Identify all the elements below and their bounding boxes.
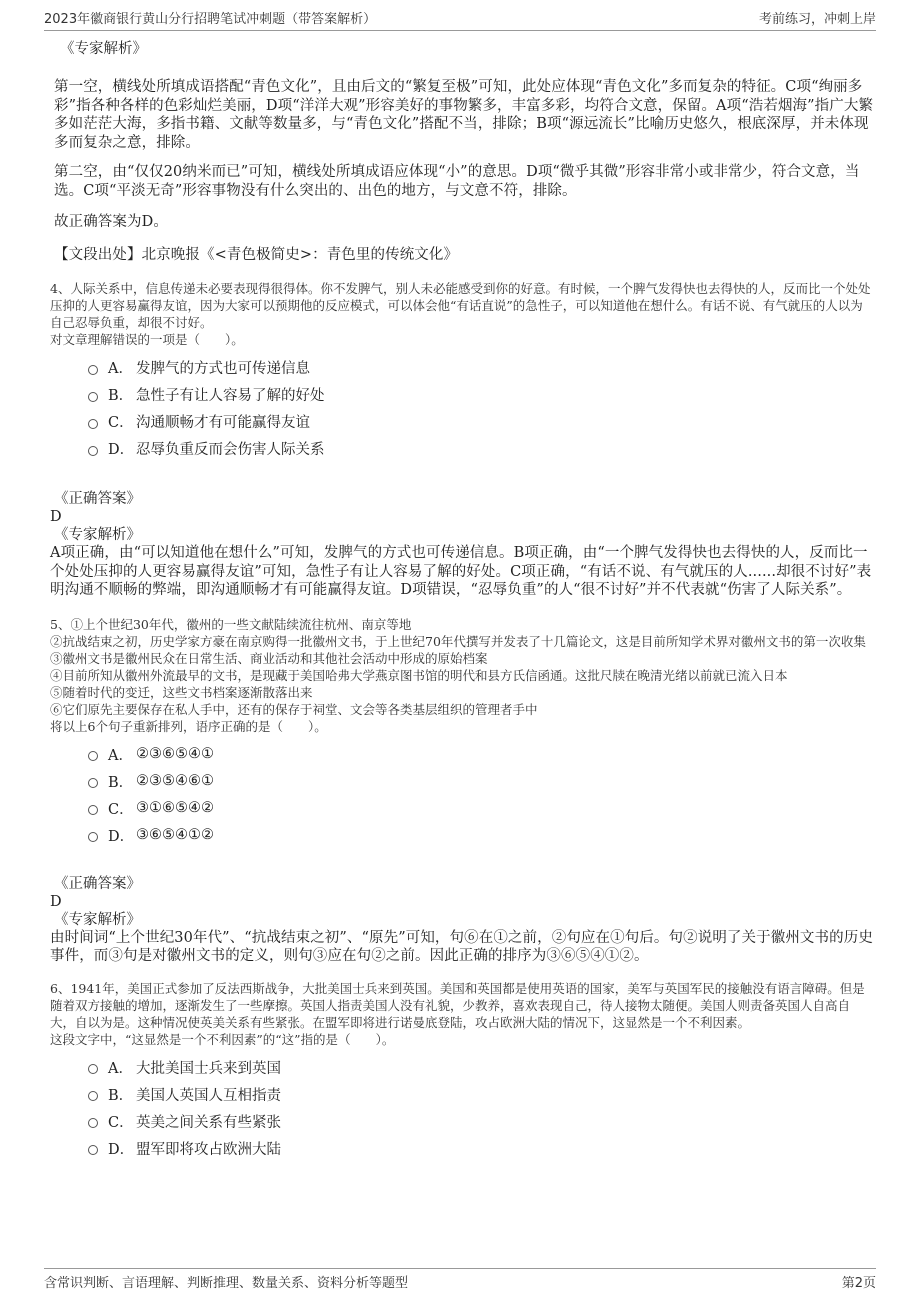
q6-stem: 6、1941年，美国正式参加了反法西斯战争，大批美国士兵来到英国。美国和英国都是使用英语的国家，美军与英国军民的接触没有语言障碍。但是随着双方接触的增加，逐渐发生了一些摩擦。英国人指责美国人没有礼貌，少教养，喜欢表现自己，待人接物太随便。美国人则责备英国人自高自大，自以为是。这种情况使英美关系有些紧张。在盟军即将进行诺曼底登陆，攻占欧洲大陆的情况下，这显然是一个不利因素。 <box>50 980 865 1030</box>
q6-option-b[interactable]: B． 美国人英国人互相指责 <box>88 1081 874 1108</box>
q4-option-c[interactable]: C． 沟通顺畅才有可能赢得友谊 <box>88 408 874 435</box>
document-title: 2023年徽商银行黄山分行招聘笔试冲刺题（带答案解析） <box>44 12 377 27</box>
header-slogan: 考前练习，冲刺上岸 <box>758 12 876 27</box>
radio-icon[interactable] <box>88 832 98 842</box>
question-4 <box>50 280 874 600</box>
q5-line-2: ②抗战结束之初，历史学家方豪在南京购得一批徽州文书，于上世纪70年代撰写并发表了十几篇论文，这是目前所知学术界对徽州文书的第一次收集 <box>50 633 866 649</box>
q4-options <box>88 354 874 462</box>
q4-analysis: A项正确，由“可以知道他在想什么”可知，发脾气的方式也可传递信息。B项正确，由“一个脾气发得快也去得快的人，反而比一个处处压抑的人更容易赢得友谊”可知，急性子有让人容易了解的好处。C项正确，“有话不说、有气就压的人......却很不讨好”表明沟通不顺畅的弊端，即沟通顺畅才有可能赢得友谊。D项错误，“忍辱负重”的人“很不讨好”并不代表就“伤害了人际关系”。 <box>50 545 872 598</box>
radio-icon[interactable] <box>88 1118 98 1128</box>
q4-option-a[interactable]: A． 发脾气的方式也可传递信息 <box>88 354 874 381</box>
q4-option-d[interactable]: D． 忍辱负重反而会伤害人际关系 <box>88 435 874 462</box>
footer-note: 含常识判断、言语理解、判断推理、数量关系、资料分析等题型 <box>44 1276 409 1291</box>
q5-option-d[interactable]: D． ③⑥⑤④①② <box>88 822 874 849</box>
q6-options <box>88 1054 874 1162</box>
q6-question: 这段文字中，“这显然是一个不利因素”的“这”指的是（ ）。 <box>50 1031 395 1047</box>
q5-line-3: ③徽州文书是徽州民众在日常生活、商业活动和其他社会活动中形成的原始档案 <box>50 650 488 666</box>
radio-icon[interactable] <box>88 392 98 402</box>
q5-line-1: 5、①上个世纪30年代，徽州的一些文献陆续流往杭州、南京等地 <box>50 616 412 632</box>
q5-option-a[interactable]: A． ②③⑥⑤④① <box>88 741 874 768</box>
q5-line-5: ⑤随着时代的变迁，这些文书档案逐渐散落出来 <box>50 684 313 700</box>
radio-icon[interactable] <box>88 778 98 788</box>
q5-line-4: ④目前所知从徽州外流最早的文书，是现藏于美国哈弗大学燕京图书馆的明代和县方氏信函通。这批尺牍在晚清光绪以前就已流入日本 <box>50 667 788 683</box>
radio-icon[interactable] <box>88 1064 98 1074</box>
q6-option-d[interactable]: D． 盟军即将攻占欧洲大陆 <box>88 1135 874 1162</box>
q5-question: 将以上6个句子重新排列，语序正确的是（ ）。 <box>50 718 327 734</box>
q6-option-a[interactable]: A． 大批美国士兵来到英国 <box>88 1054 874 1081</box>
page-header <box>44 8 876 31</box>
q5-answer-label: 《正确答案》 <box>54 875 141 892</box>
question-5 <box>50 616 874 966</box>
q4-stem: 4、人际关系中，信息传递未必要表现得很得体。你不发脾气，别人未必能感受到你的好意。有时候，一个脾气发得快也去得快的人，反而比一个处处压抑的人更容易赢得友谊，因为大家可以预期他的反应模式，可以体会他“有话直说”的急性子，可以知道他在想什么。有话不说、有气就压的人以为自己忍辱负重，却很不讨好。 <box>50 281 871 330</box>
q3-analysis-label: 《专家解析》 <box>60 41 147 57</box>
q3-analysis-para1: 第一空，横线处所填成语搭配“青色文化”，且由后文的“繁复至极”可知，此处应体现“青色文化”多而复杂的特征。C项“绚丽多彩”指各种各样的色彩灿烂美丽，D项“洋洋大观”形容美好的事物繁多，丰富多彩，均符合文意，保留。A项“浩若烟海”指广大繁多如茫茫大海，多指书籍、文献等数量多，与“青色文化”搭配不当，排除；B项“源远流长”比喻历史悠久，根底深厚，并未体现多而复杂之意，排除。 <box>54 79 874 151</box>
q4-answer: D <box>50 509 62 525</box>
radio-icon[interactable] <box>88 1145 98 1155</box>
q5-option-c[interactable]: C． ③①⑥⑤④② <box>88 795 874 822</box>
q5-analysis-label: 《专家解析》 <box>54 911 141 928</box>
q4-question: 对文章理解错误的一项是（ ）。 <box>50 332 244 347</box>
q5-option-b[interactable]: B． ②③⑤④⑥① <box>88 768 874 795</box>
q5-analysis: 由时间词“上个世纪30年代”、“抗战结束之初”、“原先”可知，句⑥在①之前，②句应在①句后。句②说明了关于徽州文书的历史事件，而③句是对徽州文书的定义，则句③应在句②之前。因此正确的排序为③⑥⑤④①②。 <box>50 929 873 964</box>
radio-icon[interactable] <box>88 751 98 761</box>
q4-option-b[interactable]: B． 急性子有让人容易了解的好处 <box>88 381 874 408</box>
radio-icon[interactable] <box>88 365 98 375</box>
radio-icon[interactable] <box>88 419 98 429</box>
q5-line-6: ⑥它们原先主要保存在私人手中，还有的保存于祠堂、文会等各类基层组织的管理者手中 <box>50 701 538 717</box>
radio-icon[interactable] <box>88 1091 98 1101</box>
q6-option-c[interactable]: C． 英美之间关系有些紧张 <box>88 1108 874 1135</box>
question-6 <box>50 980 874 1162</box>
page-number: 第2页 <box>841 1276 876 1291</box>
page-content <box>50 40 874 1162</box>
q3-source: 【文段出处】北京晚报《<青色极简史>：青色里的传统文化》 <box>54 246 459 263</box>
q4-analysis-label: 《专家解析》 <box>54 527 141 543</box>
radio-icon[interactable] <box>88 805 98 815</box>
q4-answer-label: 《正确答案》 <box>54 491 141 507</box>
q3-conclusion: 故正确答案为D。 <box>54 214 168 230</box>
radio-icon[interactable] <box>88 446 98 456</box>
q5-options <box>88 741 874 849</box>
q5-answer: D <box>50 893 62 910</box>
page-footer <box>44 1268 876 1291</box>
q3-analysis-para2: 第二空，由“仅仅20纳米而已”可知，横线处所填成语应体现“小”的意思。D项“微乎其微”形容非常小或非常少，符合文意，当选。C项“平淡无奇”形容事物没有什么突出的、出色的地方，与文意不符，排除。 <box>54 164 860 199</box>
